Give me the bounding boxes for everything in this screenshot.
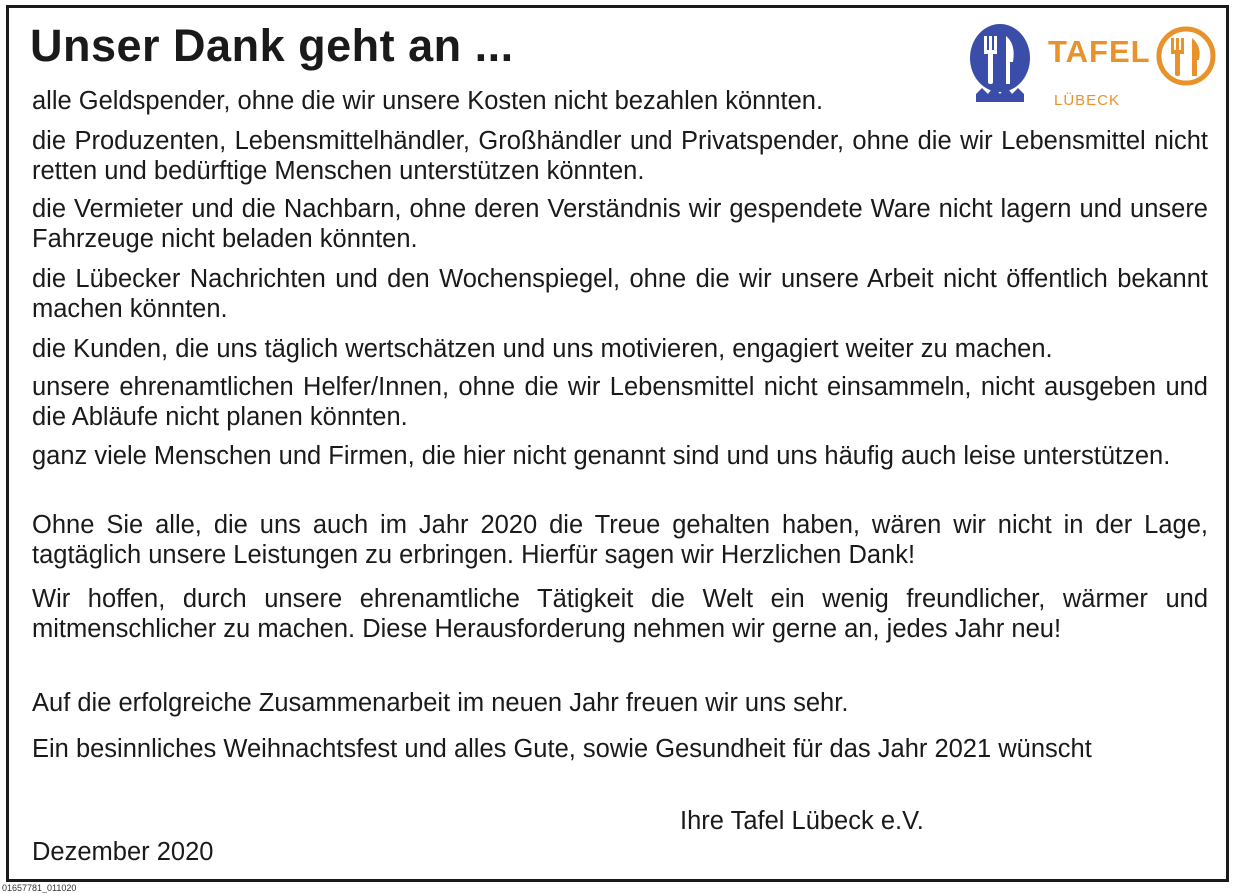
headline: Unser Dank geht an ... bbox=[30, 20, 514, 71]
signature: Ihre Tafel Lübeck e.V. bbox=[680, 807, 924, 835]
paragraph-menschen-firmen: ganz viele Menschen und Firmen, die hier nicht genannt sind und uns häufig auch leise unterstützen. bbox=[32, 442, 1171, 470]
tafel-luebeck-logo bbox=[968, 20, 1218, 120]
paragraph-geldspender: alle Geldspender, ohne die wir unsere Kosten nicht bezahlen könnten. bbox=[32, 87, 824, 115]
paragraph-medien: die Lübecker Nachrichten und den Wochenspiegel, ohne die wir unsere Arbeit nicht öffentlich bekannt machen könnten. bbox=[32, 265, 1208, 323]
paragraph-vermieter: die Vermieter und die Nachbarn, ohne deren Verständnis wir gespendete Ware nicht lagern und unsere Fahrzeuge nicht beladen könnten. bbox=[32, 195, 1208, 253]
fork-knife-blue-icon bbox=[968, 22, 1032, 106]
paragraph-zusammenarbeit: Auf die erfolgreiche Zusammenarbeit im neuen Jahr freuen wir uns sehr. bbox=[32, 689, 849, 717]
paragraph-helfer: unsere ehrenamtlichen Helfer/Innen, ohne die wir Lebensmittel nicht einsammeln, nicht ausgeben und die Abläufe nicht planen könnten. bbox=[32, 373, 1208, 431]
paragraph-produzenten: die Produzenten, Lebensmittelhändler, Großhändler und Privatspender, ohne die wir Lebensmittel nicht retten und bedürftige Menschen unterstützen könnten. bbox=[32, 127, 1208, 185]
date: Dezember 2020 bbox=[32, 838, 214, 866]
paragraph-hoffnung: Wir hoffen, durch unsere ehrenamtliche Tätigkeit die Welt ein wenig freundlicher, wärmer und mitmenschlicher zu machen. Diese Herausforderung nehmen wir gerne an, jedes Jahr neu! bbox=[32, 585, 1208, 643]
paragraph-weihnachtsgruss: Ein besinnliches Weihnachtsfest und alles Gute, sowie Gesundheit für das Jahr 2021 wünscht bbox=[32, 735, 1092, 763]
logo-city: LÜBECK bbox=[1054, 92, 1121, 109]
paragraph-dank: Ohne Sie alle, die uns auch im Jahr 2020 die Treue gehalten haben, wären wir nicht in der Lage, tagtäglich unsere Leistungen zu erbringen. Hierfür sagen wir Herzlichen Dank! bbox=[32, 511, 1208, 569]
paragraph-kunden: die Kunden, die uns täglich wertschätzen und uns motivieren, engagiert weiter zu machen. bbox=[32, 335, 1053, 363]
footer-code: 01657781_011020 bbox=[2, 883, 77, 893]
fork-knife-orange-icon bbox=[1156, 22, 1216, 100]
logo-word: TAFEL bbox=[1048, 34, 1151, 69]
